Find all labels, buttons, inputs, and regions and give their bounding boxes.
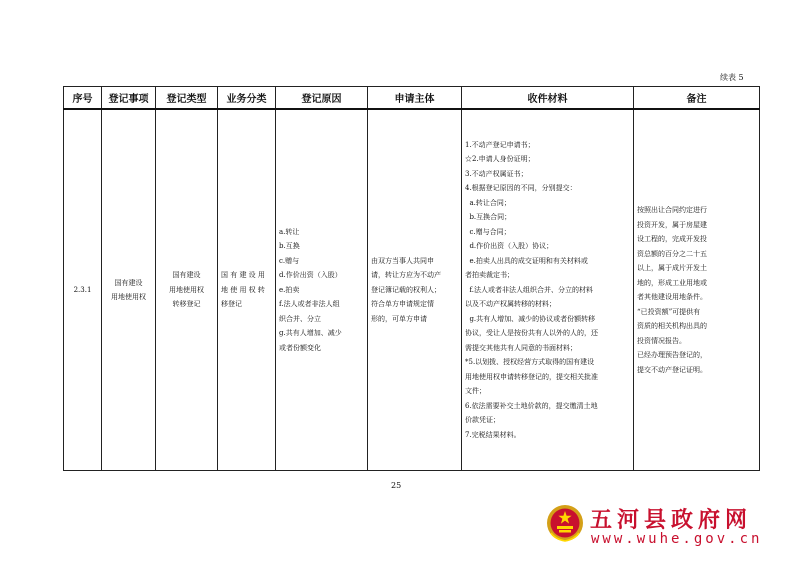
applicant-line: 请，转让方应为不动产 xyxy=(371,271,441,280)
registration-table xyxy=(63,86,760,471)
cell-reasons xyxy=(276,109,368,471)
reason-line: f.法人或者非法人组 xyxy=(279,300,340,309)
material-line: b.互换合同； xyxy=(465,213,512,222)
remark-line: “已投资额”可提供有 xyxy=(637,307,701,316)
header-category: 业务分类 xyxy=(218,87,276,110)
header-applicant: 申请主体 xyxy=(368,87,462,110)
applicant-line: 由双方当事人共同申 xyxy=(371,256,434,265)
header-remarks: 备注 xyxy=(634,87,760,110)
material-line: 者拍卖裁定书； xyxy=(465,271,514,280)
applicant-line: 形的，可单方申请 xyxy=(371,314,427,323)
reason-line: c.赠与 xyxy=(279,256,300,265)
applicant-line: 符合单方申请规定情 xyxy=(371,300,434,309)
reason-line: 或者份额变化 xyxy=(279,343,321,352)
table-header-row xyxy=(64,87,760,110)
material-line: 文件； xyxy=(465,387,486,396)
reason-line: d.作价出资（入股） xyxy=(279,271,342,280)
material-line: 协议，受让人是按份共有人以外的人的，还 xyxy=(465,329,598,338)
remark-line: 已经办理预告登记的， xyxy=(637,351,707,359)
material-line: 1.不动产登记申请书； xyxy=(465,140,535,149)
serial-number: 2.3.1 xyxy=(73,285,92,294)
emblem-icon xyxy=(545,503,585,543)
material-line: c.赠与合同； xyxy=(465,227,511,236)
material-line: ☆2.申请人身份证明； xyxy=(465,155,535,164)
text-line: 转移登记 xyxy=(172,300,201,309)
page-number: 25 xyxy=(391,481,402,490)
header-item: 登记事项 xyxy=(102,87,156,110)
text-line: 国有建设 xyxy=(114,278,143,287)
table-row xyxy=(64,109,760,471)
cell-type xyxy=(156,109,218,471)
remark-line: 以上，属于成片开发土 xyxy=(637,264,707,272)
remark-line: 地的，形成工业用地或 xyxy=(637,278,707,287)
material-line: 3.不动产权属证书； xyxy=(465,169,528,178)
text-line: 移登记 xyxy=(221,300,242,309)
material-line: 需提交其他共有人同意的书面材料； xyxy=(465,343,577,352)
header-reason: 登记原因 xyxy=(276,87,368,110)
reason-line: 织合并、分立 xyxy=(279,314,321,323)
remark-line: 按照出让合同约定进行 xyxy=(637,206,707,214)
material-line: 用地使用权申请转移登记的，提交相关批准 xyxy=(465,372,598,381)
text-line: 国 有 建 设 用 xyxy=(221,271,265,280)
material-line: d.作价出资（入股）协议； xyxy=(465,242,554,251)
watermark-url[interactable]: www.wuhe.gov.cn xyxy=(591,531,763,547)
material-line: *5.以划拨、授权经营方式取得的国有建设 xyxy=(465,358,595,367)
cell-serial xyxy=(64,109,102,471)
remark-line: 投资情况报告。 xyxy=(637,336,686,345)
reason-line: a.转让 xyxy=(279,227,300,236)
remark-line: 提交不动产登记证明。 xyxy=(637,365,707,374)
material-line: 7.完税结果材料。 xyxy=(465,430,521,439)
remark-line: 资质的相关机构出具的 xyxy=(637,322,707,330)
remark-line: 投资开发，属于房屋建 xyxy=(637,220,707,229)
material-line: e.拍卖人出具的成交证明和有关材料或 xyxy=(465,256,588,265)
header-type: 登记类型 xyxy=(156,87,218,110)
watermark-site-name: 五河县政府网 xyxy=(590,508,753,533)
material-line: a.转让合同； xyxy=(465,198,511,207)
text-line: 用地使用权 xyxy=(169,285,204,294)
material-line: 6.依法需要补交土地价款的，提交缴清土地 xyxy=(465,401,598,410)
cell-remarks xyxy=(634,109,760,471)
cell-category xyxy=(218,109,276,471)
header-materials: 收件材料 xyxy=(462,87,634,110)
header-serial: 序号 xyxy=(64,87,102,110)
text-line: 地 使 用 权 转 xyxy=(221,285,265,294)
material-line: 价款凭证； xyxy=(465,416,500,425)
reason-line: b.互换 xyxy=(279,242,300,251)
reason-line: g.共有人增加、减少 xyxy=(279,329,342,338)
reason-line: e.拍卖 xyxy=(279,285,300,294)
material-line: 4.根据登记原因的不同，分别提交： xyxy=(465,184,577,193)
material-line: f.法人或者非法人组织合并、分立的材料 xyxy=(465,285,594,294)
material-line: g.共有人增加、减少的协议或者份额转移 xyxy=(465,314,596,323)
remark-line: 设工程的，完成开发投 xyxy=(637,235,707,243)
text-line: 用地使用权 xyxy=(111,293,146,301)
material-line: 以及不动产权属转移的材料； xyxy=(465,300,556,309)
text-line: 国有建设 xyxy=(172,271,201,280)
cell-item xyxy=(102,109,156,471)
remark-line: 资总额的百分之二十五 xyxy=(637,249,707,258)
cell-materials xyxy=(462,109,634,471)
cell-applicant xyxy=(368,109,462,471)
continuation-label: 续表 5 xyxy=(720,73,744,82)
applicant-line: 登记簿记载的权利人； xyxy=(371,285,441,294)
remark-line: 者其他建设用地条件。 xyxy=(637,293,707,301)
